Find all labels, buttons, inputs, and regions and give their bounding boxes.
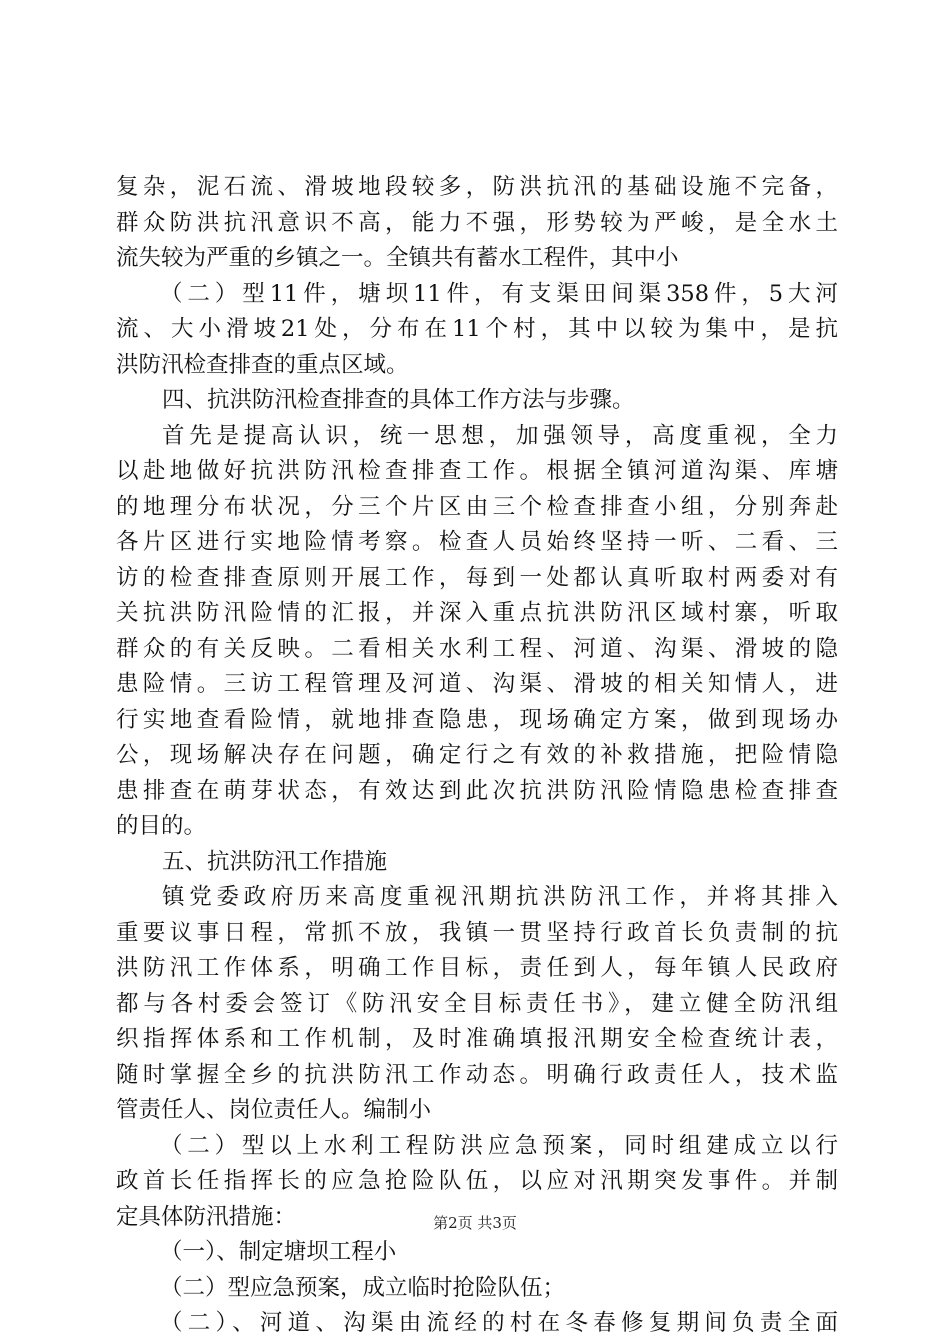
text-line: 定具体防汛措施： xyxy=(116,1203,297,1230)
text-line: 患排查在萌芽状态，有效达到此次抗洪防汛险情隐患检查排查 xyxy=(116,777,838,804)
text-line: （二）型11件，塘坝11件，有支渠田间渠358件，5大河 xyxy=(160,280,838,307)
text-line: 以赴地做好抗洪防汛检查排查工作。根据全镇河道沟渠、库塘 xyxy=(116,458,838,484)
text-line: 首先是提高认识，统一思想，加强领导，高度重视，全力 xyxy=(162,422,838,449)
page-number-label: 第2页 共3页 xyxy=(433,1214,517,1232)
text-line: 随时掌握全乡的抗洪防汛工作动态。明确行政责任人，技术监 xyxy=(116,1061,838,1088)
text-line: 访的检查排查原则开展工作，每到一处都认真听取村两委对有 xyxy=(116,564,838,591)
text-line: 都与各村委会签订《防汛安全目标责任书》，建立健全防汛组 xyxy=(116,990,838,1017)
section-heading: 四、抗洪防汛检查排查的具体工作方法与步骤。 xyxy=(162,387,635,413)
text-line: 的目的。 xyxy=(116,813,207,839)
text-line: 政首长任指挥长的应急抢险队伍，以应对汛期突发事件。并制 xyxy=(116,1168,838,1194)
text-line: 洪防汛工作体系，明确工作目标，责任到人，每年镇人民政府 xyxy=(116,955,838,981)
page-footer xyxy=(0,1213,950,1233)
text-line: 各片区进行实地险情考察。检查人员始终坚持一听、二看、三 xyxy=(116,529,838,555)
text-line: 流失较为严重的乡镇之一。全镇共有蓄水工程件，其中小 xyxy=(116,245,679,271)
text-line: 行实地查看险情，就地排查隐患，现场确定方案，做到现场办 xyxy=(116,706,838,733)
text-line: 管责任人、岗位责任人。编制小 xyxy=(116,1097,432,1123)
text-line: 重要议事日程，常抓不放，我镇一贯坚持行政首长负责制的抗 xyxy=(116,919,838,946)
text-line: 流、大小滑坡21处，分布在11个村，其中以较为集中，是抗 xyxy=(116,316,838,342)
document-body xyxy=(116,170,838,1342)
text-line: 群众防洪抗汛意识不高，能力不强，形势较为严峻，是全水土 xyxy=(116,209,838,236)
list-item: （二）、河道、沟渠由流经的村在冬春修复期间负责全面 xyxy=(160,1310,838,1336)
text-line: 洪防汛检查排查的重点区域。 xyxy=(116,351,409,378)
text-line: 的地理分布状况，分三个片区由三个检查排查小组，分别奔赴 xyxy=(116,493,838,520)
text-line: 镇党委政府历来高度重视汛期抗洪防汛工作，并将其排入 xyxy=(162,884,838,910)
text-line: 群众的有关反映。二看相关水利工程、河道、沟渠、滑坡的隐 xyxy=(116,635,838,662)
list-item: （二）型应急预案，成立临时抢险队伍； xyxy=(160,1274,566,1301)
text-line: 关抗洪防汛险情的汇报，并深入重点抗洪防汛区域村寨，听取 xyxy=(116,600,838,626)
text-line: 患险情。三访工程管理及河道、沟渠、滑坡的相关知情人，进 xyxy=(116,671,838,697)
text-line: （二）型以上水利工程防洪应急预案，同时组建成立以行 xyxy=(160,1132,838,1159)
text-line: 公，现场解决存在问题，确定行之有效的补救措施，把险情隐 xyxy=(116,742,838,768)
text-line: 复杂，泥石流、滑坡地段较多，防洪抗汛的基础设施不完备， xyxy=(116,174,838,200)
list-item: （一）、制定塘坝工程小 xyxy=(160,1239,397,1265)
text-line: 织指挥体系和工作机制，及时准确填报汛期安全检查统计表， xyxy=(116,1026,838,1052)
section-heading: 五、抗洪防汛工作措施 xyxy=(162,848,388,875)
